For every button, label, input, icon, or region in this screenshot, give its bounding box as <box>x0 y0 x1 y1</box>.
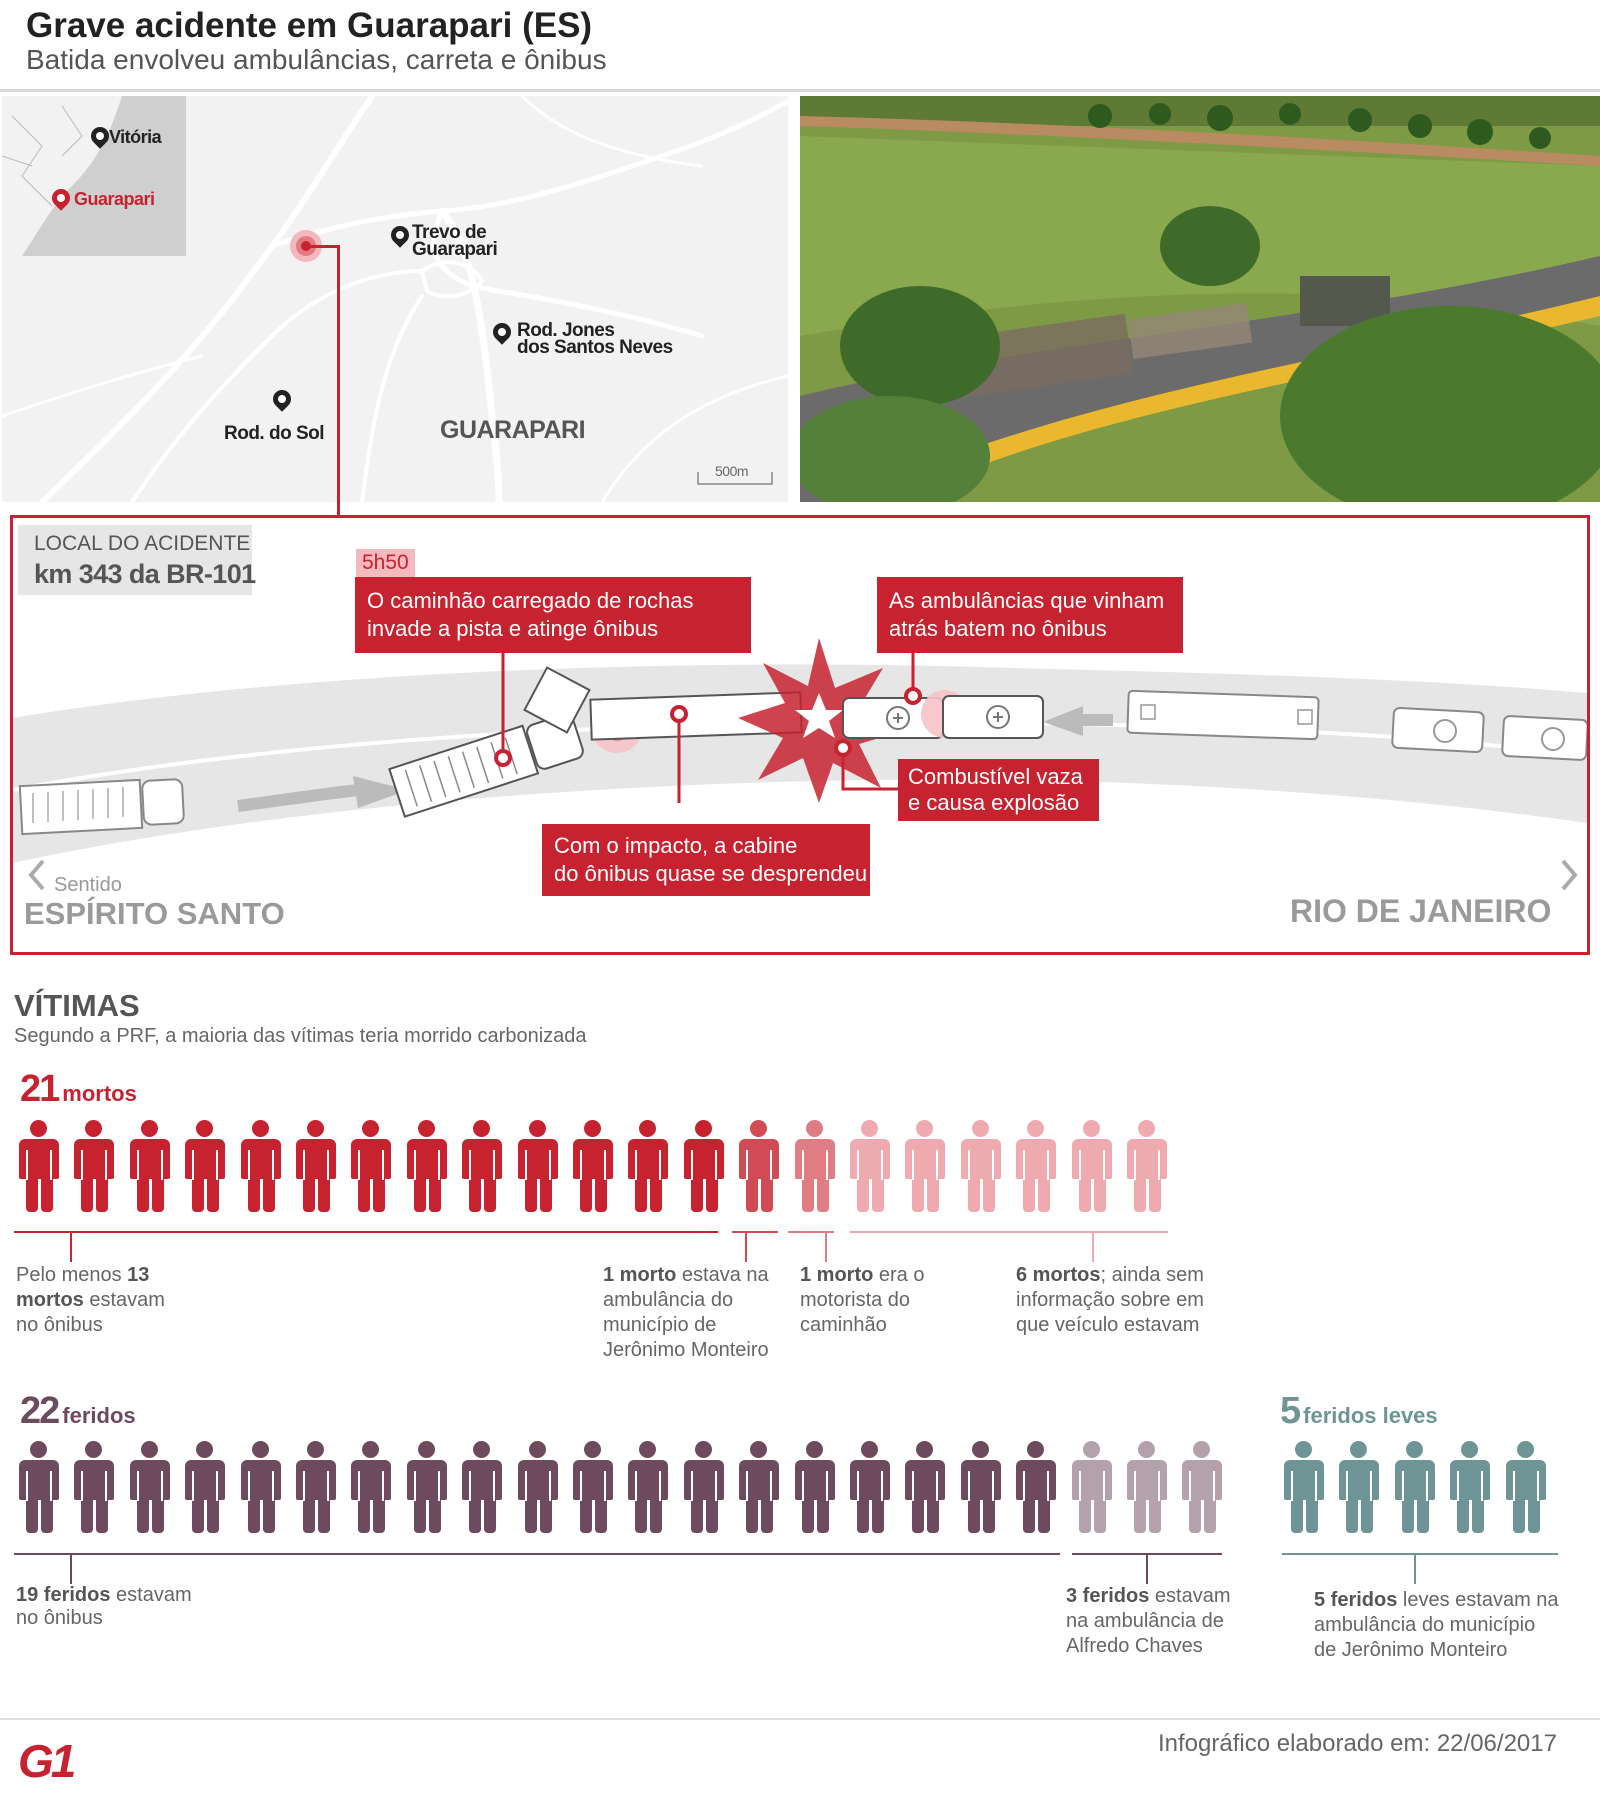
injured-note-ambulance-bold: 3 feridos <box>1066 1585 1150 1607</box>
deaths-note-ambulance-rest: estava na <box>676 1264 769 1286</box>
injured-person-icon <box>1125 1441 1169 1533</box>
rod-jones-label-line1: Rod. Jones <box>517 320 615 341</box>
death-person-icon <box>128 1120 172 1212</box>
guarapari-inset-label: Guarapari <box>74 189 155 209</box>
deaths-bracket-driver <box>788 1231 834 1233</box>
scale-label: 500m <box>715 463 749 479</box>
injured-tick-bus <box>70 1554 72 1584</box>
rod-jones-label-line2: dos Santos Neves <box>517 337 673 358</box>
light-injured-person-icon <box>1282 1441 1326 1533</box>
death-person-icon <box>349 1120 393 1212</box>
callout-cabin-line1: Com o impacto, a cabine <box>554 833 798 858</box>
footer-divider <box>0 1718 1600 1720</box>
accident-photo-illustration <box>800 96 1600 502</box>
callout-fuel <box>898 759 1099 821</box>
deaths-note-unknown-rest: ; ainda sem <box>1100 1264 1204 1286</box>
injured-note-bus-bold: 19 feridos <box>16 1584 111 1606</box>
death-person-icon <box>239 1120 283 1212</box>
deaths-bracket-unknown <box>850 1231 1168 1233</box>
light-injured-person-icon <box>1448 1441 1492 1533</box>
deaths-tick-ambulance <box>745 1232 747 1262</box>
deaths-bracket-bus <box>14 1231 718 1233</box>
light-injured-number: 5 <box>1280 1390 1300 1432</box>
injured-person-icon <box>571 1441 615 1533</box>
injured-number: 22 <box>20 1390 59 1432</box>
callout-truck-line1: O caminhão carregado de rochas <box>367 588 694 613</box>
injured-person-icon <box>737 1441 781 1533</box>
injured-person-icon <box>239 1441 283 1533</box>
header-divider <box>0 89 1600 92</box>
deaths-note-unknown-bold: 6 mortos <box>1016 1264 1101 1286</box>
light-injured-note-bold: 5 feridos <box>1314 1589 1398 1611</box>
callout-truck <box>355 577 751 653</box>
injured-person-icon <box>516 1441 560 1533</box>
trevo-label-line1: Trevo de <box>412 222 487 243</box>
callout-ambulances-line2: atrás batem no ônibus <box>889 616 1107 641</box>
light-injured-person-icon <box>1504 1441 1548 1533</box>
injured-person-icon <box>959 1441 1003 1533</box>
location-label: LOCAL DO ACIDENTE <box>34 532 251 555</box>
death-person-icon <box>793 1120 837 1212</box>
locator-map <box>2 96 788 502</box>
light-injured-note <box>1314 1588 1559 1663</box>
chevron-left-icon <box>31 861 43 889</box>
deaths-note-bus-post: estavam <box>83 1289 165 1311</box>
death-person-icon <box>516 1120 560 1212</box>
chevron-right-icon <box>1563 861 1575 889</box>
g1-logo: G1 <box>18 1735 74 1787</box>
deaths-note-driver <box>800 1263 925 1338</box>
light-injured-note-rest: leves estavam na <box>1397 1589 1559 1611</box>
injured-word: feridos <box>62 1403 136 1428</box>
death-person-icon <box>848 1120 892 1212</box>
injured-bracket-bus <box>14 1553 1060 1555</box>
deaths-note-unknown <box>1016 1263 1204 1338</box>
death-person-icon <box>183 1120 227 1212</box>
injured-person-icon <box>183 1441 227 1533</box>
death-person-icon <box>959 1120 1003 1212</box>
light-injured-tick <box>1414 1554 1416 1584</box>
light-injured-word: feridos leves <box>1303 1403 1438 1428</box>
deaths-tick-bus <box>70 1232 72 1262</box>
deaths-tick-driver <box>825 1232 827 1262</box>
light-injured-person-icon <box>1393 1441 1437 1533</box>
injured-person-icon <box>793 1441 837 1533</box>
injured-person-icon <box>626 1441 670 1533</box>
injured-note-ambulance <box>1066 1584 1231 1659</box>
deaths-note-unknown-line2: informação sobre em <box>1016 1289 1204 1311</box>
death-person-icon <box>405 1120 449 1212</box>
injured-person-icon <box>1070 1441 1114 1533</box>
injured-note-ambulance-line2: na ambulância de <box>1066 1610 1224 1632</box>
deaths-note-bus-word: mortos <box>16 1289 84 1311</box>
injured-person-icon <box>72 1441 116 1533</box>
footer-credit: Infográfico elaborado em: 22/06/2017 <box>1158 1730 1557 1757</box>
light-injured-note-line3: de Jerônimo Monteiro <box>1314 1639 1508 1661</box>
injured-person-icon <box>294 1441 338 1533</box>
death-person-icon <box>1125 1120 1169 1212</box>
deaths-note-ambulance-bold: 1 morto <box>603 1264 677 1286</box>
light-injured-note-line2: ambulância do município <box>1314 1614 1536 1636</box>
rod-sol-label: Rod. do Sol <box>224 423 325 444</box>
deaths-note-driver-rest: era o <box>873 1264 925 1286</box>
callout-cabin <box>542 824 870 896</box>
deaths-note-driver-bold: 1 morto <box>800 1264 874 1286</box>
deaths-note-ambulance-line3: município de <box>603 1314 717 1336</box>
injured-tick-ambulance <box>1146 1554 1148 1584</box>
victims-title: VÍTIMAS <box>14 988 140 1023</box>
death-person-icon <box>1014 1120 1058 1212</box>
death-person-icon <box>682 1120 726 1212</box>
vitoria-label: Vitória <box>109 127 162 147</box>
injured-person-icon <box>349 1441 393 1533</box>
callout-fuel-line1: Combustível vaza <box>908 764 1083 789</box>
injured-person-icon <box>1180 1441 1224 1533</box>
injured-note-bus <box>16 1584 192 1630</box>
callout-cabin-line2: do ônibus quase se desprendeu <box>554 861 868 886</box>
direction-sentido-label: Sentido <box>54 874 122 896</box>
death-person-icon <box>17 1120 61 1212</box>
direction-left-label: ESPÍRITO SANTO <box>24 896 285 931</box>
deaths-note-bus-pre: Pelo menos <box>16 1264 128 1286</box>
deaths-word: mortos <box>62 1081 137 1106</box>
inset-map <box>2 96 186 256</box>
map-connector-horizontal <box>305 245 340 248</box>
deaths-count <box>20 1068 137 1111</box>
accident-photo <box>800 96 1600 502</box>
injured-person-icon <box>460 1441 504 1533</box>
deaths-note-ambulance-line4: Jerônimo Monteiro <box>603 1339 769 1361</box>
deaths-tick-unknown <box>1092 1232 1094 1262</box>
death-person-icon <box>903 1120 947 1212</box>
deaths-number: 21 <box>20 1068 59 1110</box>
light-injured-bracket <box>1282 1553 1558 1555</box>
time-badge: 5h50 <box>356 549 415 577</box>
trevo-label-line2: Guarapari <box>412 239 498 260</box>
injured-person-icon <box>848 1441 892 1533</box>
deaths-note-unknown-line3: que veículo estavam <box>1016 1314 1200 1336</box>
deaths-note-bus-number: 13 <box>127 1264 150 1286</box>
injured-note-bus-rest: estavam <box>110 1584 192 1606</box>
page-title: Grave acidente em Guarapari (ES) <box>26 6 593 45</box>
deaths-note-ambulance <box>603 1263 769 1363</box>
callout-fuel-line2: e causa explosão <box>908 790 1080 815</box>
injured-person-icon <box>405 1441 449 1533</box>
death-person-icon <box>460 1120 504 1212</box>
inset-coastline <box>2 96 186 256</box>
injured-note-ambulance-line3: Alfredo Chaves <box>1066 1635 1203 1657</box>
injured-person-icon <box>1014 1441 1058 1533</box>
death-person-icon <box>571 1120 615 1212</box>
page-subtitle: Batida envolveu ambulâncias, carreta e ônibus <box>26 44 607 75</box>
deaths-note-bus-line3: no ônibus <box>16 1314 103 1336</box>
light-injured-person-icon <box>1337 1441 1381 1533</box>
death-person-icon <box>737 1120 781 1212</box>
victims-subtitle: Segundo a PRF, a maioria das vítimas teria morrido carbonizada <box>14 1025 587 1047</box>
deaths-note-driver-line2: motorista do <box>800 1289 911 1311</box>
light-injured-count <box>1280 1390 1438 1433</box>
deaths-note-ambulance-line2: ambulância do <box>603 1289 734 1311</box>
death-person-icon <box>72 1120 116 1212</box>
injured-person-icon <box>128 1441 172 1533</box>
callout-ambulances-line1: As ambulâncias que vinham <box>889 588 1165 613</box>
direction-right-label: RIO DE JANEIRO <box>1290 893 1552 929</box>
injured-person-icon <box>903 1441 947 1533</box>
map-connector-vertical <box>337 247 340 517</box>
injured-person-icon <box>17 1441 61 1533</box>
injured-note-ambulance-rest: estavam <box>1149 1585 1231 1607</box>
location-value: km 343 da BR-101 <box>34 559 256 589</box>
deaths-note-bus <box>16 1263 165 1338</box>
death-person-icon <box>1070 1120 1114 1212</box>
injured-note-bus-line2: no ônibus <box>16 1607 103 1629</box>
death-person-icon <box>294 1120 338 1212</box>
injured-count <box>20 1390 136 1433</box>
injured-person-icon <box>682 1441 726 1533</box>
callout-ambulances <box>877 577 1183 653</box>
deaths-bracket-ambulance <box>732 1231 778 1233</box>
callout-truck-line2: invade a pista e atinge ônibus <box>367 616 659 641</box>
death-person-icon <box>626 1120 670 1212</box>
city-label: GUARAPARI <box>440 416 586 444</box>
deaths-note-driver-line3: caminhão <box>800 1314 887 1336</box>
